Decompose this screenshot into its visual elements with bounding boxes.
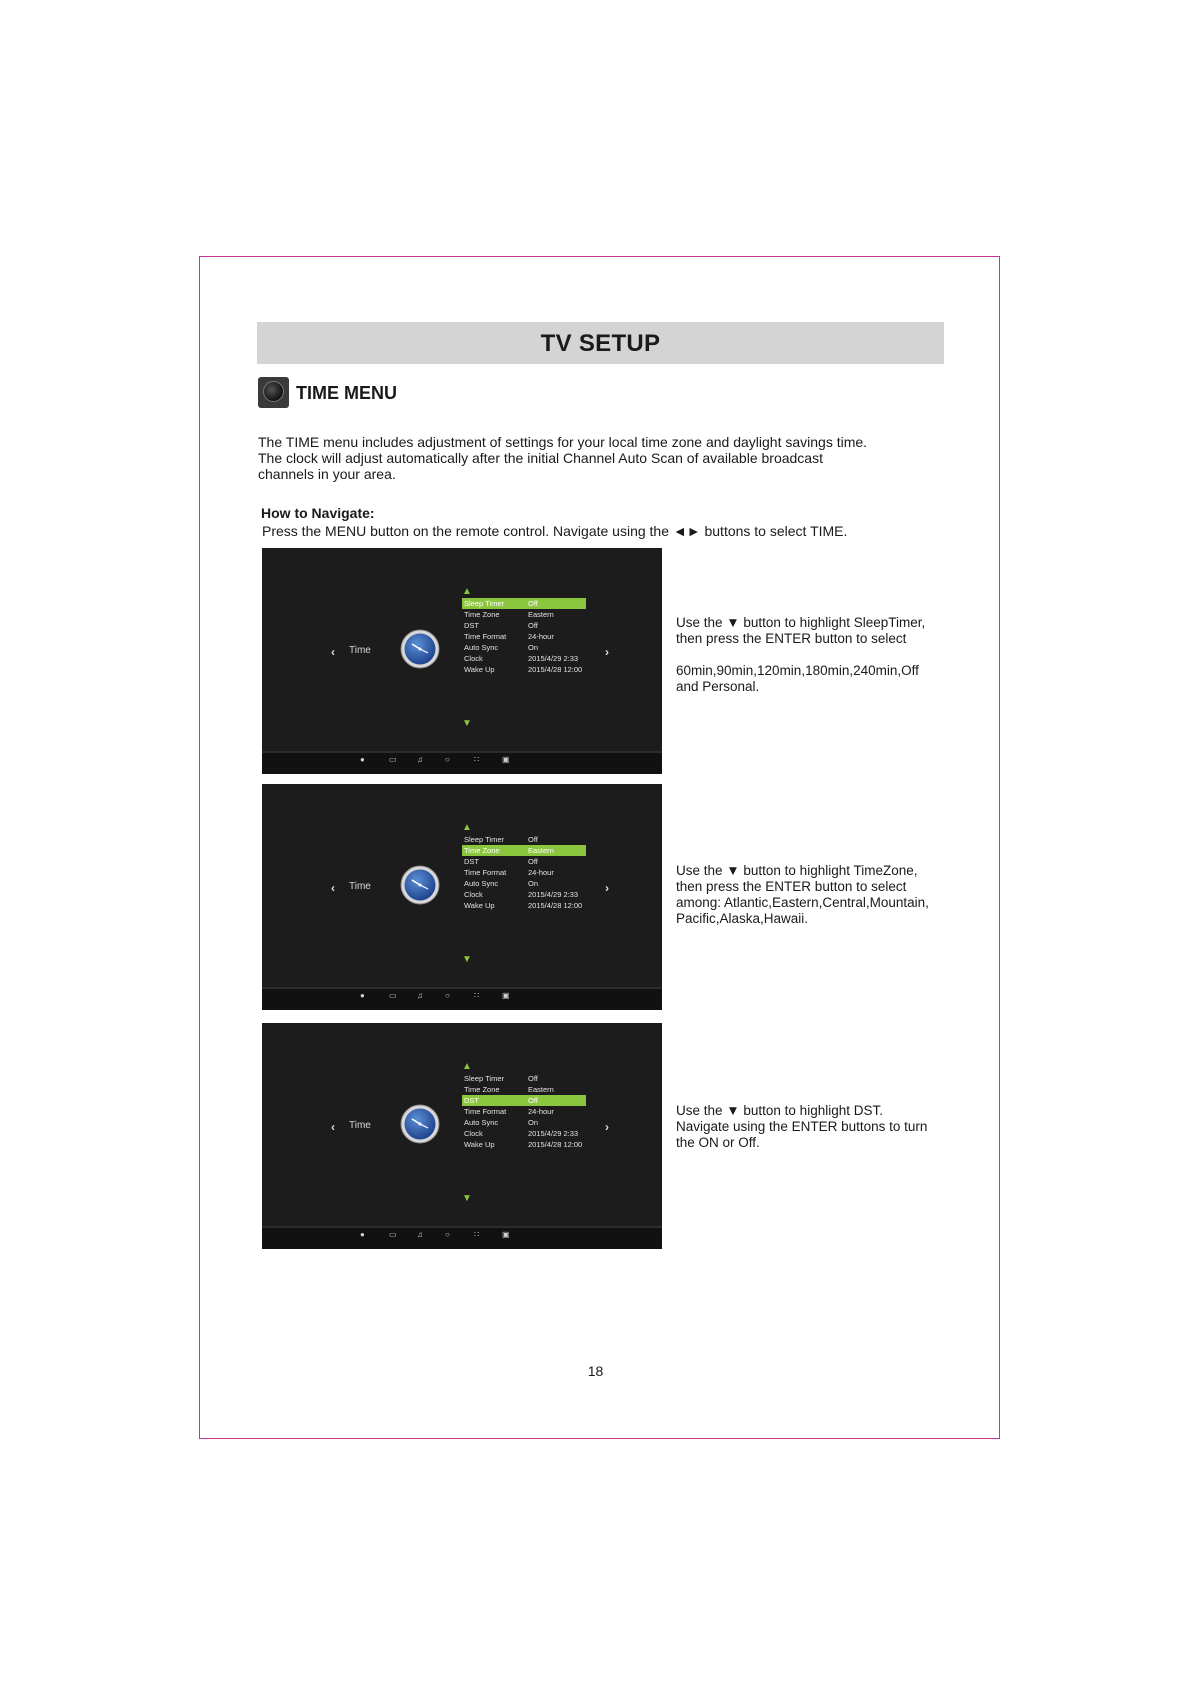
menu-row-label: Wake Up: [464, 901, 495, 910]
menu-row-label: DST: [464, 857, 479, 866]
menu-row[interactable]: [462, 1139, 586, 1150]
instruction-line: then press the ENTER button to select: [676, 631, 907, 646]
chevron-right-icon: ›: [605, 645, 609, 659]
menu-row-label: Time Zone: [464, 610, 500, 619]
chevron-right-icon: ›: [605, 1120, 609, 1134]
menu-row-value: 24-hour: [528, 1107, 554, 1116]
instruction-sleep-timer: [676, 615, 946, 695]
music-note-icon: ♫: [417, 1230, 423, 1239]
time-menu-list: [462, 1073, 586, 1150]
menu-row[interactable]: [462, 878, 586, 889]
lock-icon: ▣: [502, 991, 510, 1000]
instruction-line: then press the ENTER button to select: [676, 879, 907, 894]
menu-row-label: Wake Up: [464, 1140, 495, 1149]
menu-row-value: Off: [528, 857, 538, 866]
menu-row-value: 2015/4/28 12:00: [528, 901, 583, 910]
menu-row[interactable]: [462, 1106, 586, 1117]
arrow-up-icon: ▲: [462, 586, 472, 597]
menu-row-label: Auto Sync: [464, 1118, 499, 1127]
menu-row-value: 2015/4/29 2:33: [528, 654, 579, 663]
picture-icon: ●: [360, 755, 365, 764]
lock-icon: ▣: [502, 755, 510, 764]
bottom-icon-row: [262, 755, 662, 769]
header-bar: [257, 322, 944, 364]
menu-row[interactable]: [462, 867, 586, 878]
page-number: 18: [587, 1363, 604, 1379]
chevron-left-icon: ‹: [331, 645, 335, 659]
category-label: Time: [349, 881, 371, 892]
menu-row-value: On: [528, 1118, 539, 1127]
picture-icon: ●: [360, 1230, 365, 1239]
setup-grid-icon: ∷: [474, 991, 480, 1000]
instruction-line: Use the ▼ button to highlight DST.: [676, 1103, 883, 1118]
menu-row[interactable]: [462, 609, 586, 620]
menu-row-value: 2015/4/28 12:00: [528, 665, 583, 674]
section-title: TIME MENU: [296, 383, 397, 403]
menu-row-label: Auto Sync: [464, 643, 499, 652]
page-title: TV SETUP: [540, 330, 661, 357]
menu-row-value: 24-hour: [528, 632, 554, 641]
menu-row-label: Time Format: [464, 868, 507, 877]
menu-row-label: Time Format: [464, 632, 507, 641]
menu-row[interactable]: [462, 900, 586, 911]
clock-dial-icon: [258, 377, 289, 408]
clock-icon: [400, 865, 440, 905]
menu-row[interactable]: [462, 834, 586, 845]
arrow-up-icon: ▲: [462, 1061, 472, 1072]
menu-row[interactable]: [462, 845, 586, 856]
instruction-dst: [676, 1103, 946, 1151]
menu-row-value: 2015/4/29 2:33: [528, 1129, 579, 1138]
menu-row-label: Time Zone: [464, 1085, 500, 1094]
clock-icon: [400, 629, 440, 669]
time-menu-list: [462, 834, 586, 911]
setup-grid-icon: ∷: [474, 755, 480, 764]
time-icon: ○: [445, 755, 450, 764]
intro-line: channels in your area.: [258, 466, 396, 482]
instruction-line: Pacific,Alaska,Hawaii.: [676, 911, 809, 926]
menu-row-value: Off: [528, 1074, 538, 1083]
menu-row[interactable]: [462, 653, 586, 664]
menu-row[interactable]: [462, 1128, 586, 1139]
menu-row-value: Off: [528, 1096, 538, 1105]
menu-row-label: Time Format: [464, 1107, 507, 1116]
menu-row-value: Eastern: [528, 846, 554, 855]
instruction-line: and Personal.: [676, 679, 760, 694]
setup-grid-icon: ∷: [474, 1230, 480, 1239]
menu-row-label: Time Zone: [464, 846, 500, 855]
menu-row-label: Wake Up: [464, 665, 495, 674]
tv-icon: ▭: [389, 991, 397, 1000]
menu-row[interactable]: [462, 642, 586, 653]
tv-menu-screenshot: [262, 1023, 662, 1249]
menu-row-value: Eastern: [528, 1085, 554, 1094]
time-icon: ○: [445, 991, 450, 1000]
arrow-down-icon: ▼: [462, 1193, 472, 1204]
arrow-up-icon: ▲: [462, 822, 472, 833]
tv-menu-screenshot: [262, 784, 662, 1010]
menu-row[interactable]: [462, 889, 586, 900]
clock-icon: [400, 1104, 440, 1144]
chevron-left-icon: ‹: [331, 881, 335, 895]
instruction-line: Use the ▼ button to highlight TimeZone,: [676, 863, 918, 878]
menu-row[interactable]: [462, 1073, 586, 1084]
menu-row-label: Clock: [464, 890, 483, 899]
menu-row-value: 2015/4/28 12:00: [528, 1140, 583, 1149]
menu-row-value: On: [528, 879, 539, 888]
chevron-right-icon: ›: [605, 881, 609, 895]
arrow-down-icon: ▼: [462, 718, 472, 729]
intro-line: The TIME menu includes adjustment of settings for your local time zone and daylight savings time.: [258, 434, 868, 450]
music-note-icon: ♫: [417, 991, 423, 1000]
navigate-text: Press the MENU button on the remote control. Navigate using the ◄► buttons to select TIME.: [262, 523, 848, 539]
picture-icon: ●: [360, 991, 365, 1000]
menu-row[interactable]: [462, 664, 586, 675]
menu-row-label: DST: [464, 1096, 479, 1105]
time-icon: ○: [445, 1230, 450, 1239]
menu-row-value: On: [528, 643, 539, 652]
menu-row-label: Sleep Timer: [464, 599, 505, 608]
menu-row[interactable]: [462, 856, 586, 867]
instruction-line: the ON or Off.: [676, 1135, 760, 1150]
menu-row-value: Off: [528, 599, 538, 608]
menu-row[interactable]: [462, 1095, 586, 1106]
menu-row-label: Sleep Timer: [464, 1074, 505, 1083]
instruction-line: Use the ▼ button to highlight SleepTimer,: [676, 615, 926, 630]
intro-line: The clock will adjust automatically after the initial Channel Auto Scan of available broadcast: [258, 450, 823, 466]
menu-row[interactable]: [462, 1084, 586, 1095]
menu-row[interactable]: [462, 620, 586, 631]
intro-paragraph: [258, 434, 918, 482]
menu-row[interactable]: [462, 598, 586, 609]
music-note-icon: ♫: [417, 755, 423, 764]
instruction-line: among: Atlantic,Eastern,Central,Mountain,: [676, 895, 929, 910]
lock-icon: ▣: [502, 1230, 510, 1239]
instruction-time-zone: [676, 863, 946, 927]
menu-row-label: Clock: [464, 654, 483, 663]
menu-row-value: Eastern: [528, 610, 554, 619]
menu-row[interactable]: [462, 631, 586, 642]
instruction-line: 60min,90min,120min,180min,240min,Off: [676, 663, 919, 678]
menu-row-value: 24-hour: [528, 868, 554, 877]
navigate-heading: How to Navigate:: [261, 505, 375, 521]
time-menu-list: [462, 598, 586, 675]
arrow-down-icon: ▼: [462, 954, 472, 965]
bottom-icon-row: [262, 1230, 662, 1244]
menu-row-value: 2015/4/29 2:33: [528, 890, 579, 899]
menu-row-label: Clock: [464, 1129, 483, 1138]
instruction-line: Navigate using the ENTER buttons to turn: [676, 1119, 928, 1134]
category-label: Time: [349, 645, 371, 656]
tv-icon: ▭: [389, 1230, 397, 1239]
category-label: Time: [349, 1120, 371, 1131]
bottom-icon-row: [262, 991, 662, 1005]
chevron-left-icon: ‹: [331, 1120, 335, 1134]
menu-row-label: Auto Sync: [464, 879, 499, 888]
tv-menu-screenshot: [262, 548, 662, 774]
menu-row-value: Off: [528, 835, 538, 844]
menu-row-label: DST: [464, 621, 479, 630]
tv-icon: ▭: [389, 755, 397, 764]
menu-row-label: Sleep Timer: [464, 835, 505, 844]
menu-row[interactable]: [462, 1117, 586, 1128]
menu-row-value: Off: [528, 621, 538, 630]
